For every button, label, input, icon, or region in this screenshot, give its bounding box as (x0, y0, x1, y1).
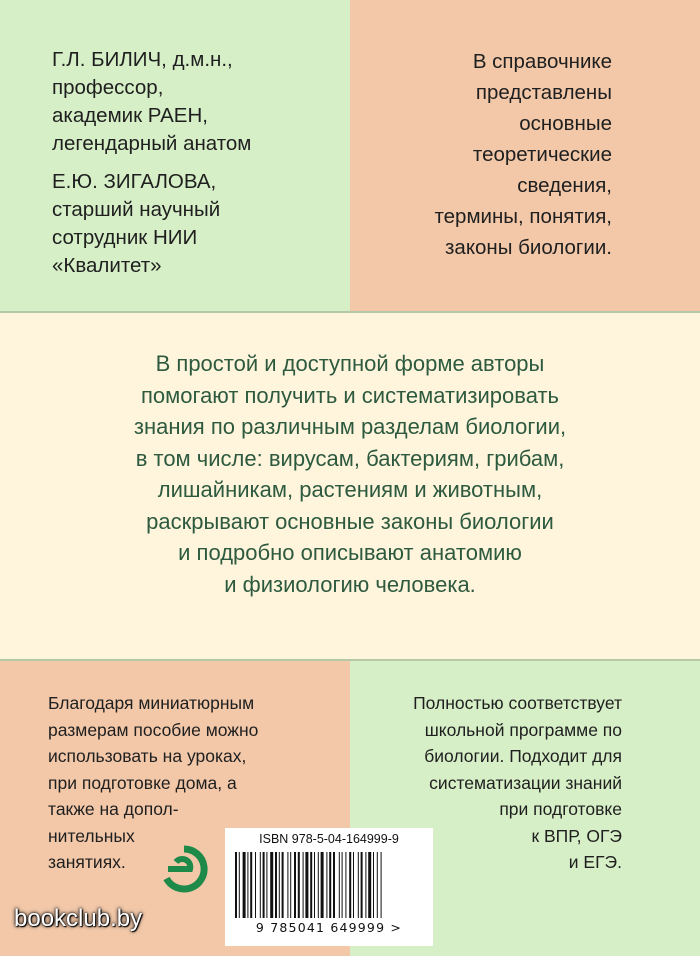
usage-line: нительных (48, 825, 135, 846)
curriculum-line: школьной программе по (424, 719, 622, 740)
author-1-line: профессор, (52, 76, 164, 99)
description-line: теоретические (472, 143, 612, 166)
main-text-line: и подробно описывают анатомию (178, 540, 522, 565)
usage-line: Благодаря миниатюрным (48, 693, 255, 713)
barcode (225, 828, 433, 946)
author-1-line: Г.Л. БИЛИЧ, д.м.н., (52, 48, 233, 71)
barcode-digits: 9 785041 649999 > (255, 920, 403, 935)
authors-block (52, 46, 251, 280)
curriculum-line: Полностью соответствует (413, 693, 622, 713)
main-text-line: В простой и доступной форме авторы (155, 351, 545, 376)
main-text-line: и физиологию человека. (224, 571, 476, 597)
curriculum-line: и ЕГЭ. (568, 852, 622, 872)
usage-line: занятиях. (48, 852, 126, 872)
main-text-line: лишайникам, растениям и животным, (157, 477, 543, 502)
usage-line: использовать на уроках, (48, 746, 247, 766)
author-2-line: сотрудник НИИ (52, 226, 198, 249)
usage-line: также на допол- (48, 799, 179, 819)
usage-line: размерам пособие можно (48, 719, 259, 740)
author-1-line: академик РАЕН, (52, 104, 208, 127)
barcode-bars (233, 852, 425, 918)
eksmo-logo-icon (160, 845, 208, 898)
curriculum-line: к ВПР, ОГЭ (531, 825, 622, 846)
main-text-line: раскрывают основные законы биологии (146, 508, 554, 534)
curriculum-block (413, 690, 622, 876)
author-2-line: Е.Ю. ЗИГАЛОВА, (52, 170, 217, 193)
description-block (434, 46, 612, 263)
usage-line: при подготовке дома, а (48, 772, 237, 793)
isbn-text: ISBN 978-5-04-164999-9 (259, 832, 399, 846)
description-line: законы биологии. (445, 236, 612, 259)
divider-top (0, 311, 700, 313)
description-line: В справочнике (472, 50, 612, 73)
site-watermark: bookclub.by (14, 905, 143, 932)
author-1-line: легендарный анатом (52, 132, 252, 155)
main-text-line: помогают получить и систематизировать (141, 382, 559, 408)
description-line: представлены (475, 81, 612, 104)
description-line: основные (519, 112, 612, 135)
author-2-line: старший научный (52, 198, 221, 221)
author-2-line: «Квалитет» (52, 254, 162, 277)
main-text-line: знания по различным разделам биологии, (133, 414, 567, 439)
divider-bottom (0, 659, 700, 661)
description-line: сведения, (517, 174, 612, 197)
description-line: термины, понятия, (434, 205, 612, 228)
main-text-block (0, 348, 700, 600)
main-text-line: в том числе: вирусам, бактериям, грибам, (135, 445, 565, 471)
curriculum-line: биологии. Подходит для (424, 746, 622, 766)
curriculum-line: систематизации знаний (429, 772, 622, 793)
curriculum-line: при подготовке (499, 799, 622, 819)
